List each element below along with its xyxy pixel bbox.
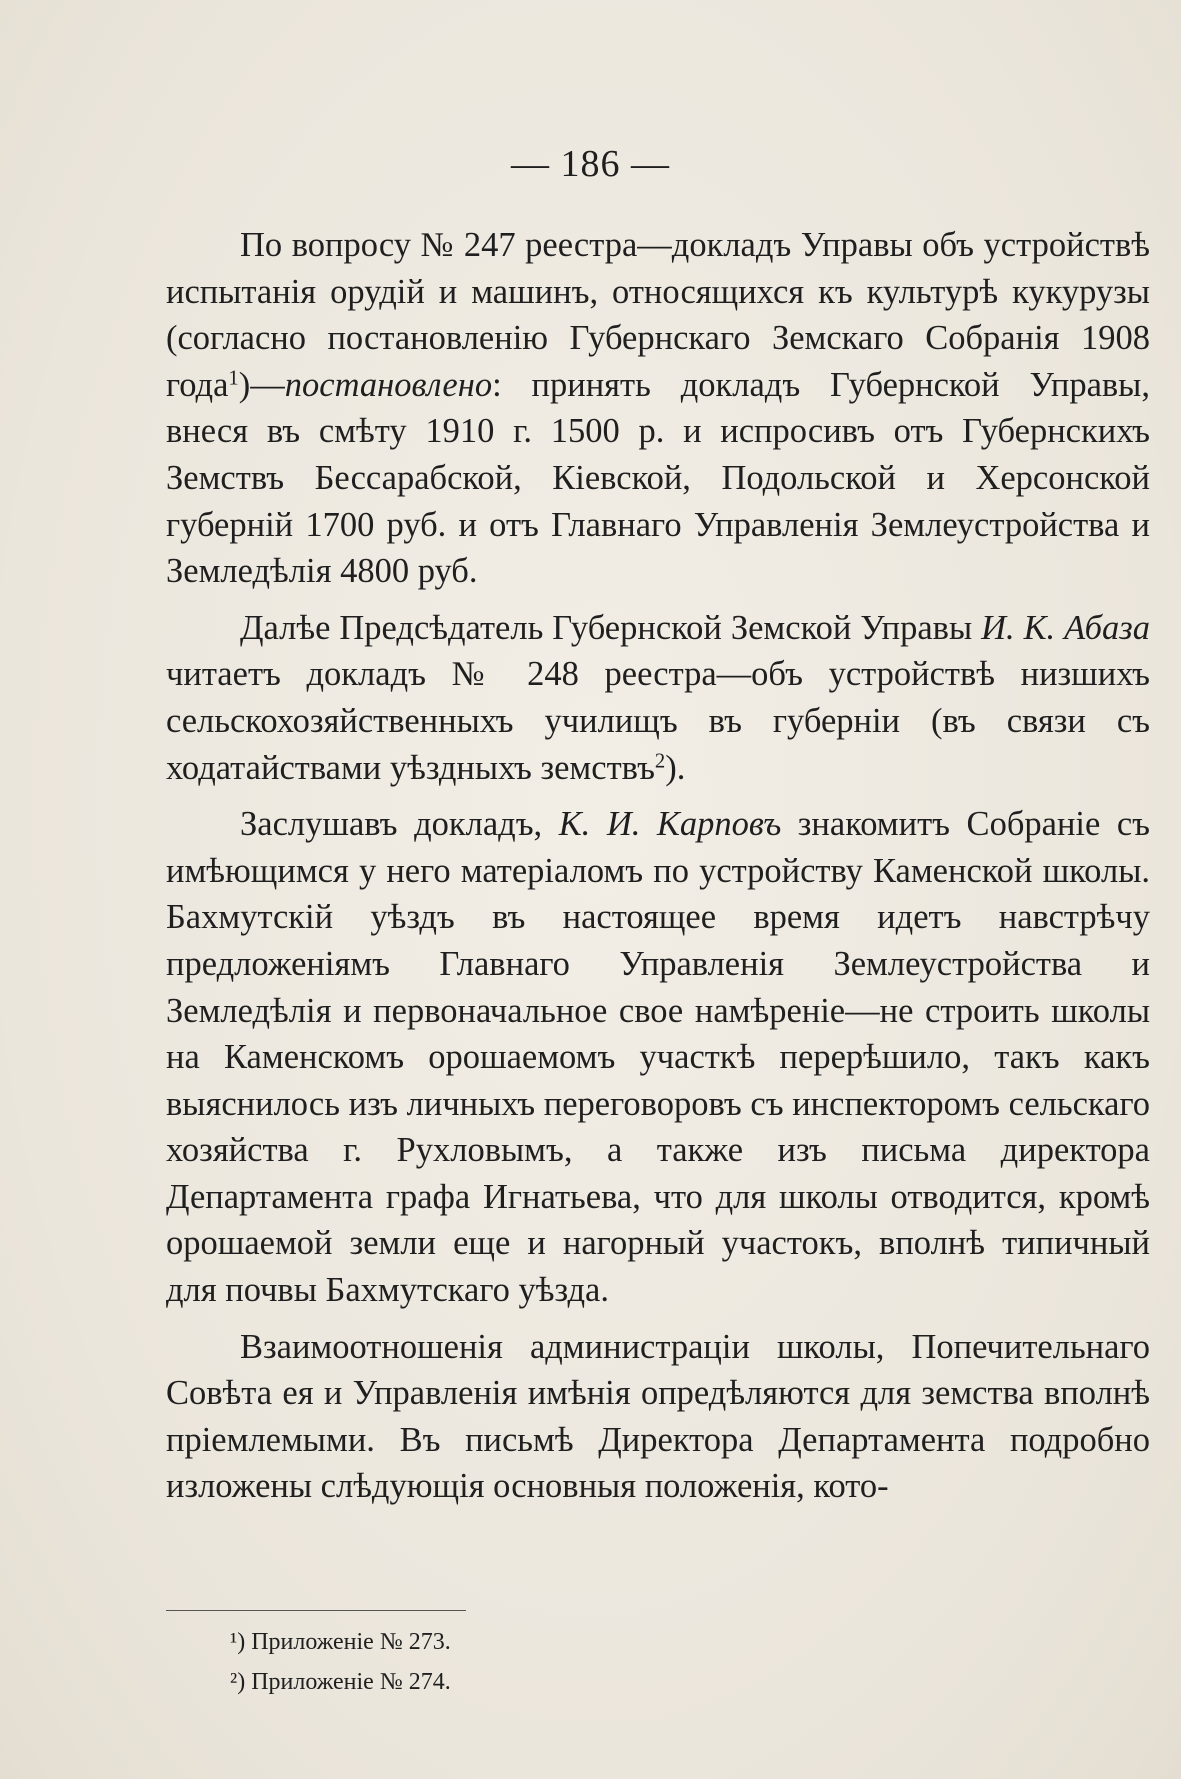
- footnote-2: ²) Приложеніе № 274.: [230, 1669, 451, 1695]
- page-number: — 186 —: [511, 143, 670, 185]
- footnotes: [230, 1622, 451, 1702]
- italic-text: постановлено: [284, 365, 493, 404]
- text-run: Далѣе Предсѣдатель Губернской Земской Управы: [240, 608, 982, 647]
- text-run: читаетъ докладъ № 248 реестра—объ устройствѣ низшихъ сельскохозяйственныхъ училищъ въ губерніи (въ связи съ ходатайствами уѣздныхъ земствъ: [166, 655, 1150, 787]
- footnote-ref: 1: [228, 367, 239, 390]
- footnote-ref: 2: [654, 750, 666, 773]
- paragraph-4: [166, 1324, 1150, 1510]
- paragraph-3: [166, 801, 1150, 1314]
- text-run: Взаимоотношенія администраціи школы, Попечительнаго Совѣта ея и Управленія имѣнія опредѣляются для земства вполнѣ пріемлемыми. Въ письмѣ Директора Департамента подробно изложены слѣдующія основныя положенія, кото-: [166, 1327, 1150, 1506]
- footnote-rule: [166, 1610, 466, 1611]
- paragraph-1: [166, 222, 1150, 595]
- paragraph-2: [166, 605, 1150, 791]
- text-run: )—: [238, 365, 285, 404]
- body-text: [166, 222, 1150, 1510]
- italic-text: К. И. Карповъ: [558, 805, 782, 844]
- text-run: По вопросу № 247 реестра—докладъ Управы объ устройствѣ испытанія орудій и машинъ, относящихся къ культурѣ кукурузы (согласно постановленію Губернскаго Земскаго Собранія 1908 года: [166, 226, 1150, 404]
- italic-text: И. К. Абаза: [981, 608, 1150, 647]
- text-run: ).: [665, 748, 686, 787]
- text-run: знакомитъ Собраніе съ имѣющимся у него матеріаломъ по устройству Каменской школы. Бахмутскій уѣздъ въ настоящее время идетъ навстрѣчу предложеніямъ Главнаго Управленія Землеустройства и Земледѣлія и первоначальное свое намѣреніе—не строить школы на Каменскомъ орошаемомъ участкѣ перерѣшило, такъ какъ выяснилось изъ личныхъ переговоровъ съ инспекторомъ сельскаго хозяйства г. Рухловымъ, а также изъ письма директора Департамента графа Игнатьева, что для школы отводится, кромѣ орошаемой земли еще и нагорный участокъ, вполнѣ типичный для почвы Бахмутскаго уѣзда.: [166, 805, 1150, 1310]
- text-run: : принять докладъ Губернской Управы, внеся въ смѣту 1910 г. 1500 р. и испросивъ отъ Губернскихъ Земствъ Бессарабской, Кіевской, Подольской и Херсонской губерній 1700 руб. и отъ Главнаго Управленія Землеустройства и Земледѣлія 4800 руб.: [166, 365, 1150, 591]
- footnote-1: ¹) Приложеніе № 273.: [230, 1629, 451, 1655]
- text-run: Заслушавъ докладъ,: [240, 805, 559, 844]
